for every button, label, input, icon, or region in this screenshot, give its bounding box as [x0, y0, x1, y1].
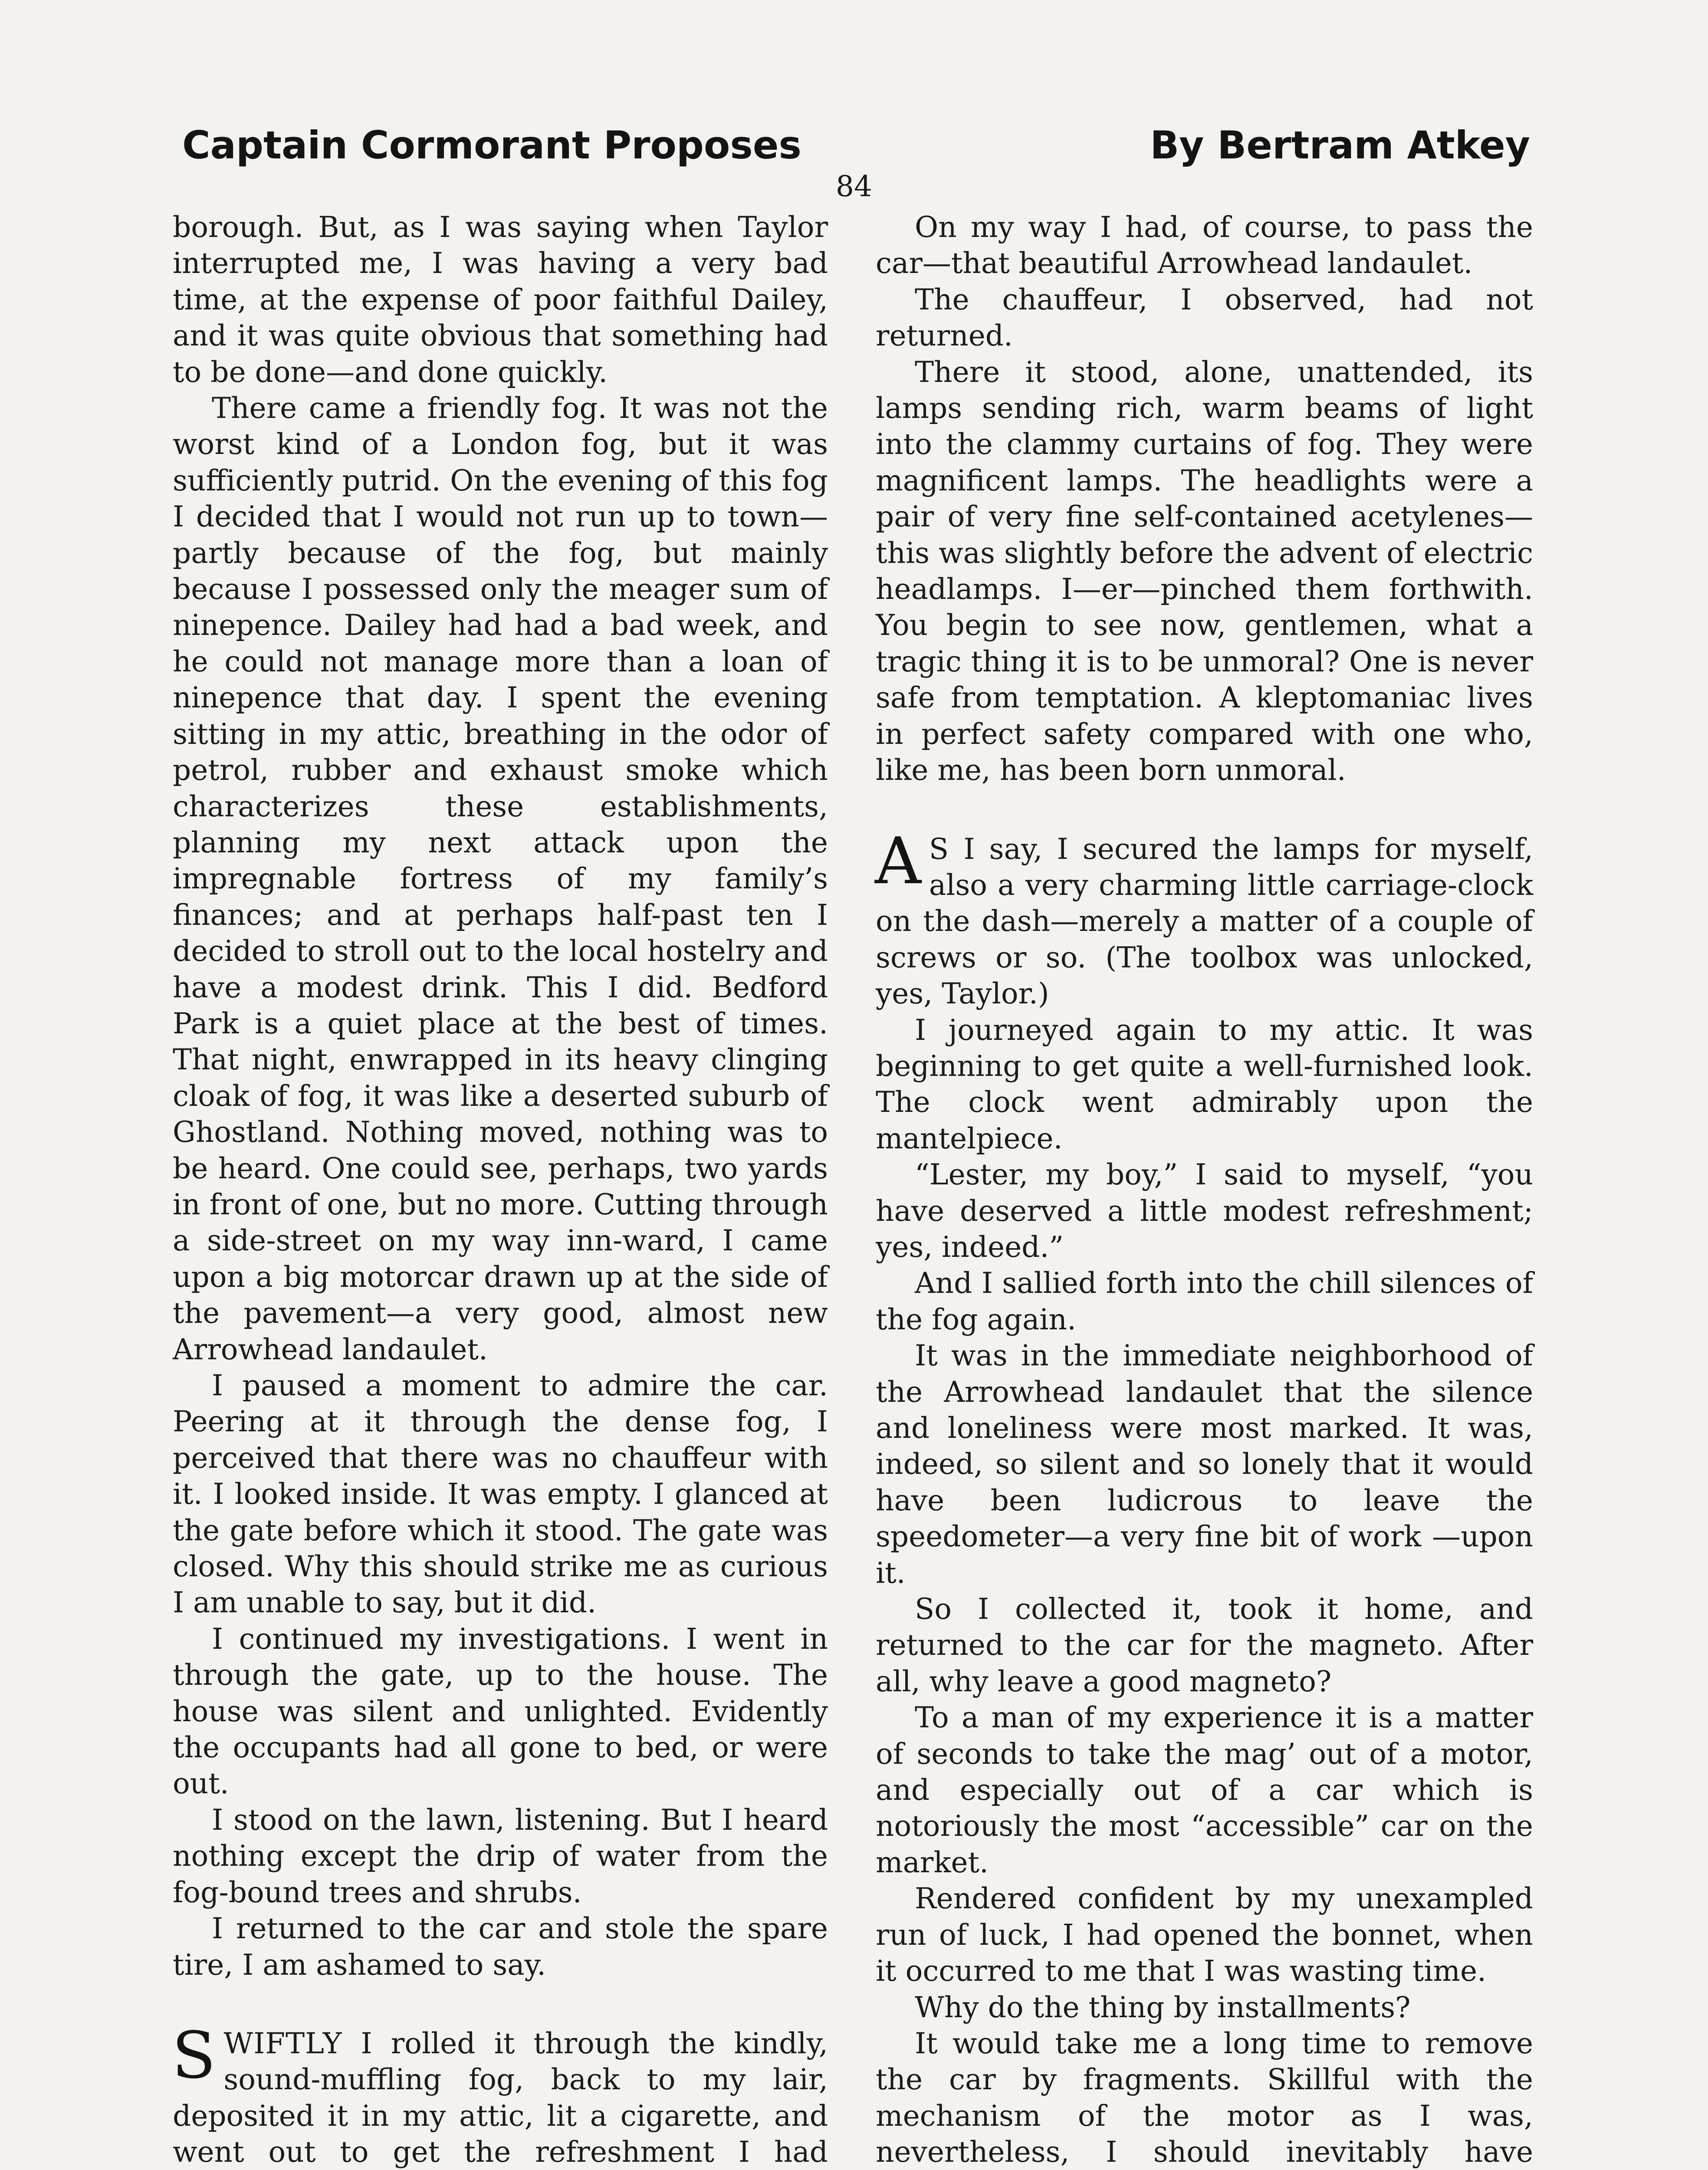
paragraph: Why do the thing by installments? [915, 1990, 1411, 2024]
paragraph: On my way I had, of course, to pass the car—that beautiful Arrowhead landaulet. [876, 210, 1533, 280]
paragraph: And I sallied forth into the chill silences of the fog again. [876, 1266, 1533, 1336]
paragraph: There came a friendly fog. It was not the worst kind of a London fog, but it was sufficiently putrid. On the evening of this fog I decided that I would not run up to town—partly because of the fog, but mainly because I possessed only the meager sum of ninepence. Dailey had had a bad week, and he could not manage more than a loan of ninepence that day. I spent the evening sitting in my attic, breathing in the odor of petrol, rubber and exhaust smoke which characterizes these establishments, planning my next attack upon the impregnable fortress of my family’s finances; and at perhaps half-past ten I decided to stroll out to the local hostelry and have a modest drink. This I did. Bedford Park is a quiet place at the best of times. That night, enwrapped in its heavy clinging cloak of fog, it was like a deserted suburb of Ghostland. Nothing moved, nothing was to be heard. One could see, perhaps, two yards in front of one, but no more. Cutting through a side-street on my way inn-ward, I came upon a big motorcar drawn up at the side of the pavement—a very good, almost new Arrowhead landaulet. [173, 391, 828, 1366]
paragraph: borough. But, as I was saying when Taylor interrupted me, I was having a very bad time, at the expense of poor faithful Dailey, and it was quite obvious that something had to be done—and done quickly. [173, 210, 828, 389]
section-opening-caps: S [929, 832, 949, 866]
author-byline: By Bertram Atkey [1150, 123, 1530, 168]
left-column [173, 209, 828, 2170]
drop-cap: S [172, 2018, 216, 2093]
paragraph: The chauffeur, I observed, had not returned. [876, 283, 1533, 353]
paragraph: I continued my investigations. I went in through the gate, up to the house. The house was silent and unlighted. Evidently the occupants had all gone to bed, or were out. [173, 1622, 828, 1801]
paragraph: It was in the immediate neighborhood of the Arrowhead landaulet that the silence and loneliness were most marked. It was, indeed, so silent and so lonely that it would have been ludicrous to leave the speedometer—a very fine bit of work —upon it. [876, 1339, 1533, 1590]
section-text: I rolled it through the kindly, sound-muffling fog, back to my lair, deposited it in my attic, lit a cigarette, and went out to get the refreshment I had [173, 2026, 828, 2169]
section-opening-caps: WIFTLY [223, 2026, 342, 2060]
paragraph: Rendered confident by my unexampled run of luck, I had opened the bonnet, when it occurred to me that I was wasting time. [876, 1882, 1533, 1988]
section-text: I say, I secured the lamps for myself, also a very charming little carriage-clock on the dash—merely a matter of a couple of screws or so. (The toolbox was unlocked, yes, Taylor.) [876, 832, 1533, 1011]
story-title: Captain Cormorant Proposes [182, 123, 801, 168]
paragraph: So I collected it, took it home, and returned to the car for the magneto. After all, why leave a good magneto? [876, 1592, 1533, 1698]
paragraph: It would take me a long time to remove the car by fragments. Skillful with the mechanism of the motor as I was, nevertheless, I should inevitably have [876, 2026, 1533, 2169]
paragraph: To a man of my experience it is a matter of seconds to take the mag’ out of a motor, and especially out of a car which is notoriously the most “accessible” car on the market. [876, 1701, 1533, 1879]
paragraph: I paused a moment to admire the car. Peering at it through the dense fog, I perceived that there was no chauffeur with it. I looked inside. It was empty. I glanced at the gate before which it stood. The gate was closed. Why this should strike me as curious I am unable to say, but it did. [173, 1369, 828, 1620]
section-paragraph [172, 2018, 828, 2170]
drop-cap: A [875, 823, 921, 898]
paragraph: I journeyed again to my attic. It was beginning to get quite a well-furnished look. The clock went admirably upon the mantelpiece. [876, 1013, 1533, 1155]
paragraph: “Lester, my boy,” I said to myself, “you have deserved a little modest refreshment; yes, indeed.” [876, 1158, 1533, 1264]
right-column [876, 209, 1533, 2170]
paragraph: I stood on the lawn, listening. But I heard nothing except the drip of water from the fog-bound trees and shrubs. [173, 1803, 828, 1909]
section-paragraph [875, 823, 1533, 1012]
paragraph: There it stood, alone, unattended, its lamps sending rich, warm beams of light into the clammy curtains of fog. They were magnificent lamps. The headlights were a pair of very fine self-contained acetylenes—this was slightly before the advent of electric headlamps. I—er—pinched them forthwith. You begin to see now, gentlemen, what a tragic thing it is to be unmoral? One is never safe from temptation. A kleptomaniac lives in perfect safety compared with one who, like me, has been born unmoral. [876, 355, 1533, 787]
paragraph: I returned to the car and stole the spare tire, I am ashamed to say. [173, 1912, 828, 1982]
page-number: 84 [836, 170, 872, 203]
